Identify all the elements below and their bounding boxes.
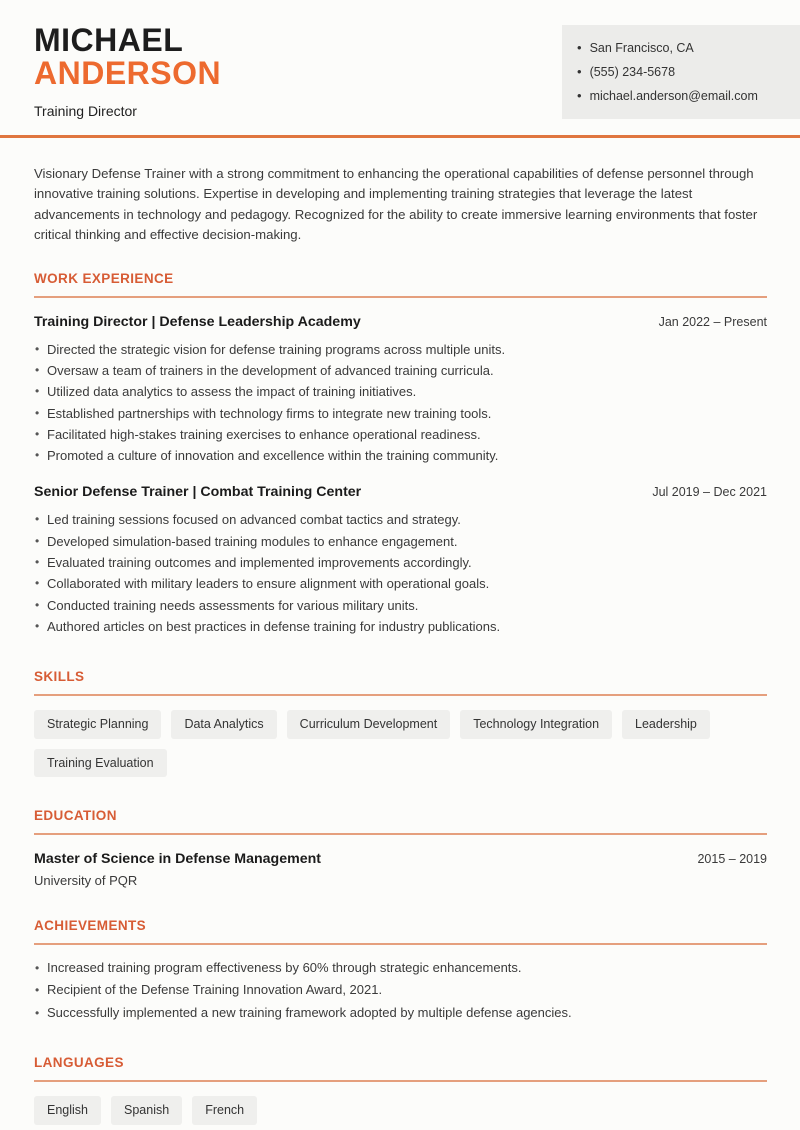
job-bullet: • Oversaw a team of trainers in the development of advanced training curricula.	[34, 360, 767, 381]
section-heading-education: EDUCATION	[34, 808, 767, 835]
contact-item-phone	[577, 60, 790, 84]
education-entry-header	[34, 851, 767, 867]
languages-chip-row	[34, 1096, 767, 1125]
job-bullet: • Led training sessions focused on advanced combat tactics and strategy.	[34, 509, 767, 530]
bullet-icon: •	[577, 64, 582, 79]
job-dates: Jan 2022 – Present	[658, 314, 767, 329]
job-bullet: • Facilitated high-stakes training exercises to enhance operational readiness.	[34, 424, 767, 445]
job-title: Senior Defense Trainer | Combat Training Center	[34, 484, 362, 501]
skill-chip: Technology Integration	[460, 710, 612, 739]
job-bullet: • Promoted a culture of innovation and excellence within the training community.	[34, 445, 767, 466]
job-title: Training Director | Defense Leadership Academy	[34, 313, 361, 330]
contact-phone: (555) 234-5678	[589, 65, 676, 79]
contact-card	[562, 25, 800, 119]
bullet-icon: •	[577, 88, 582, 103]
achievement-list	[34, 957, 767, 1024]
header-divider	[0, 135, 800, 138]
summary-text: Visionary Defense Trainer with a strong commitment to enhancing the operational capabilities of defense personnel through innovative training solutions. Expertise in developing and implementing training strategies that leverage the latest advancements in technology and pedagogy. Recognized for the ability to create immersive learning environments that foster critical thinking and effective decision-making.	[34, 166, 758, 243]
contact-item-location	[577, 36, 790, 60]
last-name: ANDERSON	[34, 55, 222, 91]
section-heading-languages: LANGUAGES	[34, 1055, 767, 1082]
skills-chip-row	[34, 710, 767, 777]
skill-chip: Training Evaluation	[34, 749, 167, 778]
job-bullet-list	[34, 509, 767, 637]
language-chip: French	[192, 1096, 257, 1125]
degree-title: Master of Science in Defense Management	[34, 851, 321, 868]
achievement-bullet: • Recipient of the Defense Training Innovation Award, 2021.	[34, 979, 767, 1001]
skill-chip: Data Analytics	[171, 710, 276, 739]
contact-email: michael.anderson@email.com	[589, 89, 758, 103]
section-heading-achievements: ACHIEVEMENTS	[34, 918, 767, 945]
language-chip: Spanish	[111, 1096, 182, 1125]
job-bullet: • Directed the strategic vision for defense training programs across multiple units.	[34, 339, 767, 360]
skill-chip: Curriculum Development	[287, 710, 451, 739]
job-bullet: • Utilized data analytics to assess the impact of training initiatives.	[34, 381, 767, 402]
section-heading-work-experience: WORK EXPERIENCE	[34, 271, 767, 298]
achievement-bullet: • Increased training program effectiveness by 60% through strategic enhancements.	[34, 957, 767, 979]
job-bullet: • Collaborated with military leaders to ensure alignment with operational goals.	[34, 573, 767, 594]
job-bullet: • Authored articles on best practices in defense training for industry publications.	[34, 616, 767, 637]
job-bullet: • Developed simulation-based training modules to enhance engagement.	[34, 531, 767, 552]
job-entry-header	[34, 484, 767, 500]
achievement-bullet: • Successfully implemented a new training framework adopted by multiple defense agencies.	[34, 1002, 767, 1024]
job-bullet: • Evaluated training outcomes and implemented improvements accordingly.	[34, 552, 767, 573]
school-name: University of PQR	[34, 873, 138, 889]
job-title-tagline: Training Director	[34, 103, 137, 119]
skill-chip: Leadership	[622, 710, 710, 739]
education-dates: 2015 – 2019	[697, 852, 767, 867]
job-dates: Jul 2019 – Dec 2021	[652, 485, 767, 500]
bullet-icon: •	[577, 40, 582, 55]
job-entry-header	[34, 314, 767, 330]
job-bullet-list	[34, 339, 767, 467]
contact-location: San Francisco, CA	[589, 41, 694, 55]
job-bullet: • Established partnerships with technology firms to integrate new training tools.	[34, 403, 767, 424]
contact-item-email	[577, 84, 790, 108]
job-bullet: • Conducted training needs assessments for various military units.	[34, 595, 767, 616]
resume-body	[0, 164, 800, 1125]
language-chip: English	[34, 1096, 101, 1125]
first-name: MICHAEL	[34, 22, 184, 58]
skill-chip: Strategic Planning	[34, 710, 161, 739]
section-heading-skills: SKILLS	[34, 669, 767, 696]
